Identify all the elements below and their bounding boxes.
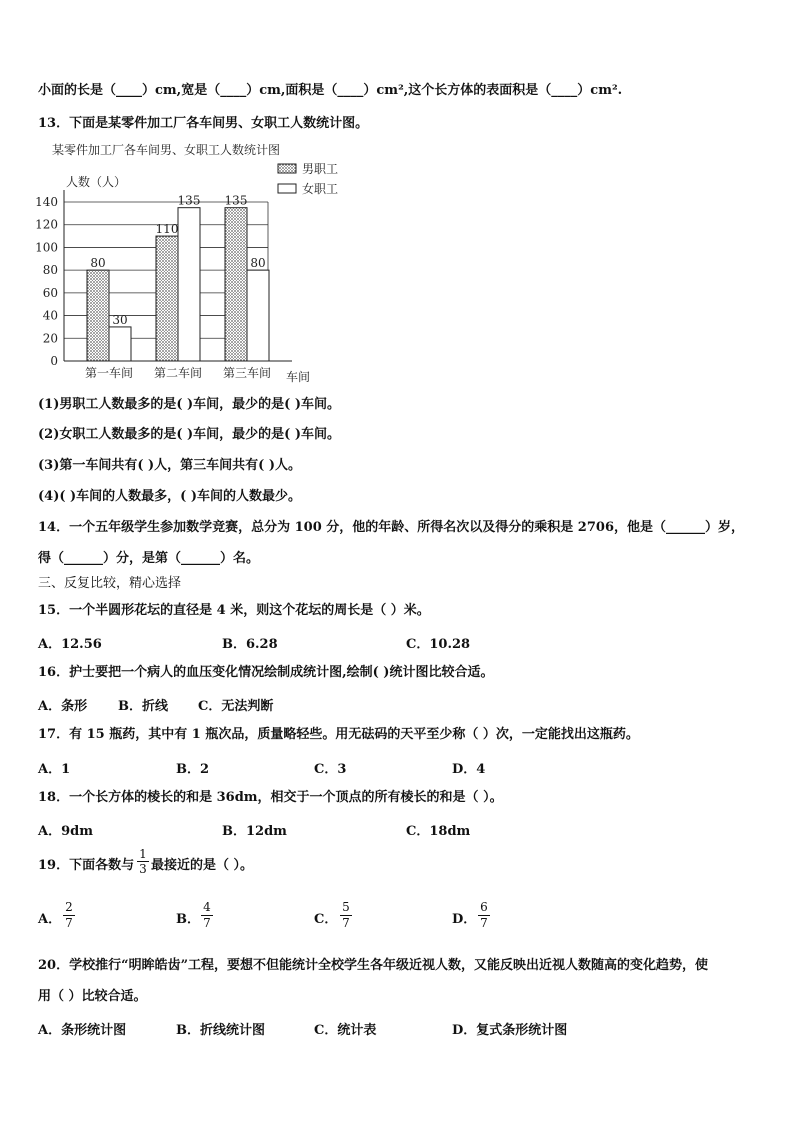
option-b[interactable]: B．2 bbox=[176, 762, 210, 777]
bar bbox=[87, 270, 109, 361]
option-b[interactable]: B．折线 bbox=[118, 699, 168, 714]
q15-options bbox=[38, 633, 738, 651]
q18-options bbox=[38, 820, 738, 838]
q18-stem: 18．一个长方体的棱长的和是 36dm，相交于一个顶点的所有棱长的和是（ ）。 bbox=[38, 790, 503, 805]
q16-stem: 16．护士要把一个病人的血压变化情况绘制成统计图,绘制( )统计图比较合适。 bbox=[38, 665, 494, 680]
q20-line2: 用（ ）比较合适。 bbox=[38, 989, 147, 1004]
q19-stem-post: 最接近的是（ ）。 bbox=[151, 858, 254, 873]
legend-label: 女职工 bbox=[302, 182, 339, 196]
q14-line1: 14．一个五年级学生参加数学竞赛，总分为 100 分，他的年龄、所得名次以及得分的乘积是 2706，他是（______）岁， bbox=[38, 520, 744, 535]
x-tick-label: 第二车间 bbox=[153, 366, 203, 380]
legend-swatch bbox=[278, 164, 296, 173]
data-label: 30 bbox=[112, 312, 128, 327]
y-tick-label: 140 bbox=[35, 195, 58, 209]
y-axis-label: 人数（人） bbox=[66, 175, 127, 189]
q17-options bbox=[38, 758, 738, 776]
x-axis-label: 车间 bbox=[286, 370, 311, 384]
chart-title: 某零件加工厂各车间男、女职工人数统计图 bbox=[52, 143, 281, 157]
legend bbox=[278, 162, 338, 196]
option-b[interactable]: B．6.28 bbox=[222, 637, 278, 652]
option-a[interactable]: A．9dm bbox=[38, 824, 93, 839]
q19-fraction bbox=[137, 847, 149, 876]
q20-options bbox=[38, 1019, 738, 1037]
data-label: 80 bbox=[90, 256, 106, 271]
option-b[interactable]: B．折线统计图 bbox=[176, 1023, 265, 1038]
q20-line1: 20．学校推行“明眸皓齿”工程，要想不但能统计全校学生各年级近视人数，又能反映出近视人数随高的变化趋势，使 bbox=[38, 958, 709, 973]
option-c[interactable]: C．10.28 bbox=[406, 637, 471, 652]
y-tick-label: 80 bbox=[42, 263, 58, 278]
option-d[interactable]: D．4 bbox=[452, 762, 486, 777]
bar bbox=[225, 208, 247, 361]
x-tick-label: 第三车间 bbox=[222, 366, 272, 380]
option-d[interactable]: D． bbox=[452, 912, 477, 927]
y-tick-label: 40 bbox=[42, 308, 58, 323]
legend-label: 男职工 bbox=[302, 162, 339, 176]
option-c[interactable]: C．18dm bbox=[406, 824, 471, 839]
bar-chart bbox=[30, 140, 360, 390]
y-tick-label: 100 bbox=[35, 240, 58, 255]
option-a[interactable]: A．条形统计图 bbox=[38, 1023, 127, 1038]
q14-line2: 得（______）分，是第（______）名。 bbox=[38, 551, 260, 566]
bar bbox=[178, 208, 200, 361]
q13-part1: (1)男职工人数最多的是( )车间，最少的是( )车间。 bbox=[38, 397, 341, 412]
y-tick-labels bbox=[35, 195, 58, 368]
q16-options bbox=[38, 695, 738, 713]
bars bbox=[87, 194, 269, 361]
option-c[interactable]: C．无法判断 bbox=[198, 699, 274, 714]
q19-options bbox=[38, 908, 738, 926]
q13-part4: (4)( )车间的人数最多，( )车间的人数最少。 bbox=[38, 489, 302, 504]
data-label: 135 bbox=[177, 193, 201, 208]
q17-stem: 17．有 15 瓶药，其中有 1 瓶次品，质量略轻些。用无砝码的天平至少称（ ）次，一定能找出这瓶药。 bbox=[38, 727, 639, 742]
q13-stem: 13．下面是某零件加工厂各车间男、女职工人数统计图。 bbox=[38, 116, 369, 131]
option-b[interactable]: B． bbox=[176, 912, 200, 927]
numerator: 1 bbox=[139, 847, 147, 861]
option-d-fraction: 6 7 bbox=[477, 900, 491, 931]
y-tick-label: 20 bbox=[42, 331, 58, 346]
option-a[interactable]: A． bbox=[38, 912, 62, 927]
option-d[interactable]: D．复式条形统计图 bbox=[452, 1023, 568, 1038]
data-label: 135 bbox=[224, 193, 248, 208]
option-b-fraction: 4 7 bbox=[200, 900, 214, 931]
denominator: 3 bbox=[139, 862, 147, 876]
bar bbox=[109, 327, 131, 361]
data-label: 110 bbox=[155, 222, 179, 237]
option-c-fraction: 5 7 bbox=[339, 900, 353, 931]
option-c[interactable]: C．统计表 bbox=[314, 1023, 377, 1038]
q12-continuation: 小面的长是（____）cm,宽是（____）cm,面积是（____）cm²,这个长方体的表面积是（____）cm². bbox=[38, 83, 623, 98]
x-tick-label: 第一车间 bbox=[84, 366, 134, 380]
bar bbox=[156, 236, 178, 361]
option-b[interactable]: B．12dm bbox=[222, 824, 287, 839]
option-a-fraction: 2 7 bbox=[62, 900, 76, 931]
q19-stem-pre: 19．下面各数与 bbox=[38, 858, 135, 873]
option-a[interactable]: A．1 bbox=[38, 762, 71, 777]
option-a[interactable]: A．条形 bbox=[38, 699, 88, 714]
legend-swatch bbox=[278, 184, 296, 193]
y-tick-label: 60 bbox=[42, 285, 58, 300]
y-tick-label: 0 bbox=[50, 354, 58, 368]
option-c[interactable]: C．3 bbox=[314, 762, 347, 777]
y-tick-label: 120 bbox=[35, 217, 58, 232]
section-heading: 三、反复比较，精心选择 bbox=[38, 576, 182, 591]
option-a[interactable]: A．12.56 bbox=[38, 637, 102, 652]
x-tick-labels bbox=[85, 365, 271, 380]
option-c[interactable]: C． bbox=[314, 912, 338, 927]
q13-part2: (2)女职工人数最多的是( )车间，最少的是( )车间。 bbox=[38, 427, 341, 442]
data-label: 80 bbox=[250, 256, 266, 271]
q13-part3: (3)第一车间共有( )人，第三车间共有( )人。 bbox=[38, 458, 302, 473]
bar bbox=[247, 270, 269, 361]
q15-stem: 15．一个半圆形花坛的直径是 4 米，则这个花坛的周长是（ ）米。 bbox=[38, 603, 430, 618]
